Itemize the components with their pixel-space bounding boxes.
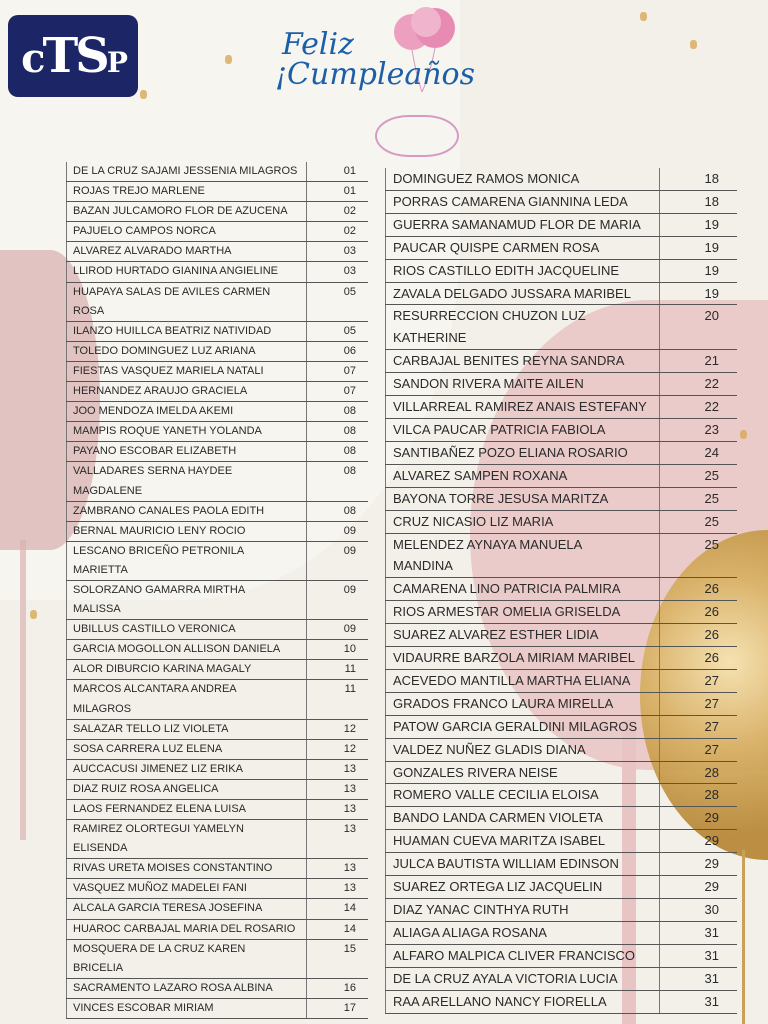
birthday-day: 23 (660, 418, 738, 441)
table-row (386, 213, 738, 236)
confetti (225, 55, 232, 64)
birthday-table-right (385, 168, 737, 1014)
table-row (67, 521, 369, 541)
birthday-day: 25 (660, 487, 738, 510)
birthday-day: 11 (307, 680, 369, 719)
person-name: LESCANO BRICEÑO PETRONILA MARIETTA (67, 541, 307, 580)
birthday-day: 31 (660, 990, 738, 1013)
table-row (386, 259, 738, 282)
person-name: JULCA BAUTISTA WILLIAM EDINSON (386, 853, 660, 876)
birthday-day: 08 (307, 442, 369, 462)
person-name: ROMERO VALLE CECILIA ELOISA (386, 784, 660, 807)
table-row (386, 624, 738, 647)
table-row (386, 510, 738, 533)
birthday-day: 13 (307, 759, 369, 779)
birthday-day: 01 (307, 162, 369, 182)
table-row (67, 998, 369, 1018)
birthday-day: 09 (307, 580, 369, 619)
person-name: RESURRECCION CHUZON LUZ KATHERINE (386, 305, 660, 350)
birthday-day: 25 (660, 464, 738, 487)
table-row (386, 761, 738, 784)
person-name: SANTIBAÑEZ POZO ELIANA ROSARIO (386, 441, 660, 464)
table-row (67, 462, 369, 501)
table-row (67, 779, 369, 799)
table-row (67, 321, 369, 341)
title-line-1: Feliz (282, 27, 354, 62)
birthday-day: 31 (660, 921, 738, 944)
birthday-day: 02 (307, 202, 369, 222)
table-row (386, 738, 738, 761)
person-name: CARBAJAL BENITES REYNA SANDRA (386, 350, 660, 373)
table-row (386, 578, 738, 601)
table-row (67, 262, 369, 282)
confetti (740, 430, 747, 439)
birthday-day: 26 (660, 647, 738, 670)
person-name: GUERRA SAMANAMUD FLOR DE MARIA (386, 213, 660, 236)
birthday-day: 06 (307, 341, 369, 361)
birthday-day: 29 (660, 807, 738, 830)
birthday-day: 19 (660, 213, 738, 236)
birthday-day: 14 (307, 899, 369, 919)
person-name: HUAMAN CUEVA MARITZA ISABEL (386, 830, 660, 853)
birthday-day: 22 (660, 373, 738, 396)
birthday-day: 29 (660, 853, 738, 876)
table-row (67, 282, 369, 321)
person-name: RAA ARELLANO NANCY FIORELLA (386, 990, 660, 1013)
table-row (386, 441, 738, 464)
table-row (386, 373, 738, 396)
birthday-day: 24 (660, 441, 738, 464)
birthday-day: 19 (660, 236, 738, 259)
birthday-day: 19 (660, 282, 738, 305)
person-name: CRUZ NICASIO LIZ MARIA (386, 510, 660, 533)
table-row (67, 759, 369, 779)
table-row (67, 660, 369, 680)
birthday-day: 05 (307, 282, 369, 321)
birthday-day: 20 (660, 305, 738, 350)
table-row (67, 820, 369, 859)
person-name: MARCOS ALCANTARA ANDREA MILAGROS (67, 680, 307, 719)
person-name: GONZALES RIVERA NEISE (386, 761, 660, 784)
birthday-day: 27 (660, 692, 738, 715)
person-name: MELENDEZ AYNAYA MANUELA MANDINA (386, 533, 660, 578)
table-row (67, 242, 369, 262)
table-row (386, 715, 738, 738)
birthday-day: 18 (660, 168, 738, 190)
birthday-day: 08 (307, 501, 369, 521)
person-name: PAYANO ESCOBAR ELIZABETH (67, 442, 307, 462)
table-row (67, 422, 369, 442)
person-name: FIESTAS VASQUEZ MARIELA NATALI (67, 361, 307, 381)
person-name: MAMPIS ROQUE YANETH YOLANDA (67, 422, 307, 442)
title-line-2: ¡Cumpleaños (275, 57, 475, 92)
birthday-day: 15 (307, 939, 369, 978)
ctsp-logo: cTSP (8, 15, 138, 97)
table-row (386, 418, 738, 441)
table-row (67, 580, 369, 619)
birthday-day: 29 (660, 830, 738, 853)
birthday-day: 03 (307, 242, 369, 262)
balloon-string-left (20, 540, 26, 840)
table-row (386, 236, 738, 259)
birthday-day: 28 (660, 761, 738, 784)
person-name: ALCALA GARCIA TERESA JOSEFINA (67, 899, 307, 919)
person-name: HUAROC CARBAJAL MARIA DEL ROSARIO (67, 919, 307, 939)
table-row (386, 396, 738, 419)
birthday-day: 31 (660, 944, 738, 967)
birthday-day: 08 (307, 402, 369, 422)
birthday-day: 31 (660, 967, 738, 990)
table-row (67, 361, 369, 381)
person-name: ALVAREZ SAMPEN ROXANA (386, 464, 660, 487)
person-name: CAMARENA LINO PATRICIA PALMIRA (386, 578, 660, 601)
person-name: GARCIA MOGOLLON ALLISON DANIELA (67, 640, 307, 660)
birthday-day: 03 (307, 262, 369, 282)
birthday-day: 26 (660, 624, 738, 647)
table-row (386, 876, 738, 899)
table-row (386, 853, 738, 876)
table-row (67, 162, 369, 182)
table-row (386, 830, 738, 853)
birthday-day: 25 (660, 533, 738, 578)
table-row (67, 222, 369, 242)
table-row (386, 807, 738, 830)
confetti (640, 12, 647, 21)
person-name: ALIAGA ALIAGA ROSANA (386, 921, 660, 944)
person-name: UBILLUS CASTILLO VERONICA (67, 620, 307, 640)
cake-icon (375, 115, 459, 157)
person-name: AUCCACUSI JIMENEZ LIZ ERIKA (67, 759, 307, 779)
person-name: GRADOS FRANCO LAURA MIRELLA (386, 692, 660, 715)
birthday-day: 25 (660, 510, 738, 533)
person-name: SUAREZ ORTEGA LIZ JACQUELIN (386, 876, 660, 899)
table-row (386, 967, 738, 990)
table-row (386, 282, 738, 305)
person-name: TOLEDO DOMINGUEZ LUZ ARIANA (67, 341, 307, 361)
person-name: PATOW GARCIA GERALDINI MILAGROS (386, 715, 660, 738)
table-row (67, 382, 369, 402)
birthday-day: 19 (660, 259, 738, 282)
birthday-day: 11 (307, 660, 369, 680)
table-row (386, 190, 738, 213)
person-name: DIAZ YANAC CINTHYA RUTH (386, 899, 660, 922)
confetti (140, 90, 147, 99)
birthday-day: 27 (660, 715, 738, 738)
birthday-day: 13 (307, 820, 369, 859)
person-name: SUAREZ ALVAREZ ESTHER LIDIA (386, 624, 660, 647)
birthday-day: 27 (660, 738, 738, 761)
birthday-day: 26 (660, 601, 738, 624)
person-name: ILANZO HUILLCA BEATRIZ NATIVIDAD (67, 321, 307, 341)
birthday-day: 07 (307, 382, 369, 402)
person-name: VIDAURRE BARZOLA MIRIAM MARIBEL (386, 647, 660, 670)
table-row (67, 341, 369, 361)
table-row (386, 921, 738, 944)
person-name: DE LA CRUZ SAJAMI JESSENIA MILAGROS (67, 162, 307, 182)
person-name: RIOS ARMESTAR OMELIA GRISELDA (386, 601, 660, 624)
birthday-day: 09 (307, 521, 369, 541)
person-name: RIVAS URETA MOISES CONSTANTINO (67, 859, 307, 879)
person-name: SOLORZANO GAMARRA MIRTHA MALISSA (67, 580, 307, 619)
person-name: VINCES ESCOBAR MIRIAM (67, 998, 307, 1018)
person-name: VALLADARES SERNA HAYDEE MAGDALENE (67, 462, 307, 501)
birthday-day: 16 (307, 978, 369, 998)
person-name: VASQUEZ MUÑOZ MADELEI FANI (67, 879, 307, 899)
birthday-day: 28 (660, 784, 738, 807)
person-name: ACEVEDO MANTILLA MARTHA ELIANA (386, 669, 660, 692)
table-row (386, 350, 738, 373)
glitter-balloon-string (742, 850, 745, 1024)
table-row (67, 739, 369, 759)
table-row (386, 647, 738, 670)
table-row (386, 784, 738, 807)
table-row (67, 182, 369, 202)
person-name: DOMINGUEZ RAMOS MONICA (386, 168, 660, 190)
birthday-day: 07 (307, 361, 369, 381)
person-name: ZAVALA DELGADO JUSSARA MARIBEL (386, 282, 660, 305)
person-name: SALAZAR TELLO LIZ VIOLETA (67, 719, 307, 739)
person-name: BAZAN JULCAMORO FLOR DE AZUCENA (67, 202, 307, 222)
table-row (67, 620, 369, 640)
birthday-day: 08 (307, 462, 369, 501)
birthday-day: 13 (307, 859, 369, 879)
table-row (386, 464, 738, 487)
table-row (67, 202, 369, 222)
table-row (386, 487, 738, 510)
person-name: SOSA CARRERA LUZ ELENA (67, 739, 307, 759)
person-name: RIOS CASTILLO EDITH JACQUELINE (386, 259, 660, 282)
birthday-day: 01 (307, 182, 369, 202)
birthday-day: 26 (660, 578, 738, 601)
table-row (67, 442, 369, 462)
person-name: MOSQUERA DE LA CRUZ KAREN BRICELIA (67, 939, 307, 978)
birthday-day: 09 (307, 620, 369, 640)
table-row (67, 719, 369, 739)
person-name: ALFARO MALPICA CLIVER FRANCISCO (386, 944, 660, 967)
person-name: DIAZ RUIZ ROSA ANGELICA (67, 779, 307, 799)
table-row (67, 939, 369, 978)
person-name: LAOS FERNANDEZ ELENA LUISA (67, 800, 307, 820)
person-name: BANDO LANDA CARMEN VIOLETA (386, 807, 660, 830)
table-row (386, 305, 738, 350)
table-row (67, 501, 369, 521)
person-name: VILCA PAUCAR PATRICIA FABIOLA (386, 418, 660, 441)
birthday-title (270, 27, 480, 92)
birthday-day: 17 (307, 998, 369, 1018)
birthday-day: 13 (307, 879, 369, 899)
table-row (386, 944, 738, 967)
table-row (67, 859, 369, 879)
person-name: LLIROD HURTADO GIANINA ANGIELINE (67, 262, 307, 282)
table-row (386, 168, 738, 190)
person-name: HUAPAYA SALAS DE AVILES CARMEN ROSA (67, 282, 307, 321)
person-name: SANDON RIVERA MAITE AILEN (386, 373, 660, 396)
table-row (386, 990, 738, 1013)
table-row (67, 919, 369, 939)
person-name: PAUCAR QUISPE CARMEN ROSA (386, 236, 660, 259)
confetti (30, 610, 37, 619)
birthday-day: 14 (307, 919, 369, 939)
table-row (386, 533, 738, 578)
birthday-day: 10 (307, 640, 369, 660)
table-row (67, 879, 369, 899)
person-name: JOO MENDOZA IMELDA AKEMI (67, 402, 307, 422)
birthday-day: 22 (660, 396, 738, 419)
table-row (386, 899, 738, 922)
birthday-day: 21 (660, 350, 738, 373)
birthday-day: 13 (307, 779, 369, 799)
person-name: BAYONA TORRE JESUSA MARITZA (386, 487, 660, 510)
table-row (67, 800, 369, 820)
birthday-day: 13 (307, 800, 369, 820)
table-row (386, 669, 738, 692)
person-name: ALOR DIBURCIO KARINA MAGALY (67, 660, 307, 680)
birthday-table-left (66, 162, 368, 1019)
person-name: SACRAMENTO LAZARO ROSA ALBINA (67, 978, 307, 998)
person-name: BERNAL MAURICIO LENY ROCIO (67, 521, 307, 541)
person-name: VILLARREAL RAMIREZ ANAIS ESTEFANY (386, 396, 660, 419)
confetti (690, 40, 697, 49)
birthday-day: 12 (307, 719, 369, 739)
birthday-day: 08 (307, 422, 369, 442)
person-name: ZAMBRANO CANALES PAOLA EDITH (67, 501, 307, 521)
birthday-day: 27 (660, 669, 738, 692)
table-row (67, 402, 369, 422)
birthday-day: 09 (307, 541, 369, 580)
person-name: ALVAREZ ALVARADO MARTHA (67, 242, 307, 262)
person-name: PAJUELO CAMPOS NORCA (67, 222, 307, 242)
birthday-day: 30 (660, 899, 738, 922)
birthday-day: 18 (660, 190, 738, 213)
table-row (386, 601, 738, 624)
person-name: DE LA CRUZ AYALA VICTORIA LUCIA (386, 967, 660, 990)
birthday-day: 05 (307, 321, 369, 341)
table-row (67, 978, 369, 998)
person-name: HERNANDEZ ARAUJO GRACIELA (67, 382, 307, 402)
table-row (67, 680, 369, 719)
table-row (67, 640, 369, 660)
birthday-day: 29 (660, 876, 738, 899)
person-name: ROJAS TREJO MARLENE (67, 182, 307, 202)
person-name: RAMIREZ OLORTEGUI YAMELYN ELISENDA (67, 820, 307, 859)
table-row (67, 541, 369, 580)
birthday-day: 02 (307, 222, 369, 242)
table-row (67, 899, 369, 919)
table-row (386, 692, 738, 715)
birthday-day: 12 (307, 739, 369, 759)
person-name: VALDEZ NUÑEZ GLADIS DIANA (386, 738, 660, 761)
person-name: PORRAS CAMARENA GIANNINA LEDA (386, 190, 660, 213)
